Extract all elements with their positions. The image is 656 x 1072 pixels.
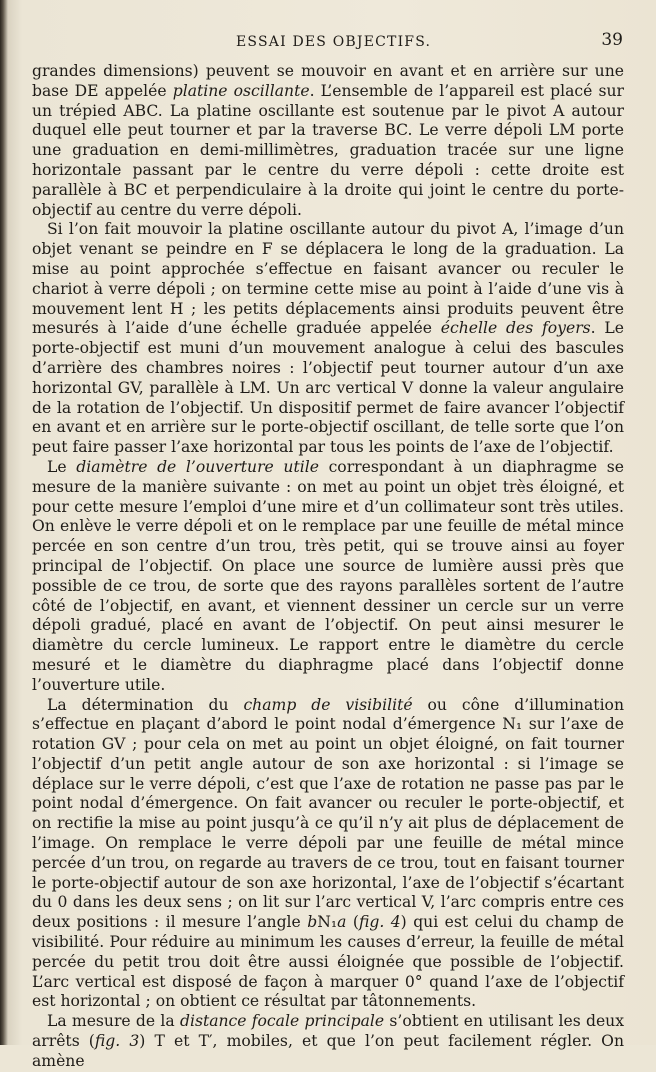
italic-term: distance focale principale — [179, 1012, 385, 1031]
text-run: s’obtient en utilisant les deux arrêts ( — [32, 1012, 625, 1051]
text-run: Si l’on fait mouvoir la platine oscillante autour du pivot A, l’image d’un objet venant se peindre en F se déplacera le long de la graduation. La mise au point approchée s’effectue en faisant avancer ou reculer le chariot à verre dépoli ; on termine cette mise au point à l’aide d’une vis à mouvement lent H ; les petits déplacements ainsi produits peuvent être mesurés à l’aide d’une échelle graduée appelée — [32, 220, 624, 338]
text-run: ) qui est celui du champ de visibilité. Pour réduire au minimum les causes d’erreur, la feuille de métal percée du petit trou doit être aussi éloignée que possible de l’objectif. L’arc vertical est disposé de façon à marquer 0° quand l’axe de l’objectif est horizontal ; on obtient ce résultat par tâtonnements. — [32, 913, 624, 1011]
italic-term: champ de visibilité — [243, 695, 413, 714]
text-run: correspondant à un diaphragme se mesure de la manière suivante : on met au point un objet très éloigné, et pour cette mesure l’emploi d’une mire et d’un collimateur sont très utiles. On enlève le verre dépoli et on le remplace par une feuille de métal mince percée en son centre d’un trou, très petit, qui se trouve ainsi au foyer principal de l’objectif. On place une source de lumière aussi près que possible de ce trou, de sorte que des rayons parallèles sortent de l’autre côté de l’objectif, en avant, et viennent dessiner un cercle sur un verre dépoli gradué, placé en avant de l’objectif. On peut ainsi mesurer le diamètre du cercle lumineux. Le rapport entre le diamètre du cercle mesuré et le diamètre du diaphragme placé dans l’objectif donne l’ouverture utile. — [32, 457, 625, 694]
paragraph-1 — [32, 62, 624, 220]
text-run: La détermination du — [47, 695, 244, 714]
italic-term: fig. 3 — [94, 1032, 140, 1051]
text-run: . L’ensemble de l’appareil est placé sur un trépied ABC. La platine oscillante est soutenue par le pivot A autour duquel elle peut tourner et par la traverse BC. Le verre dépoli LM porte une graduation en demi-millimètres, graduation tracée sur une ligne horizontale passant par le centre du verre dépoli : cette droite est parallèle à BC et perpendiculaire à la droite qui joint le centre du porte-objectif au centre du verre dépoli. — [32, 81, 625, 219]
italic-term: b — [307, 913, 318, 932]
italic-term: fig. 4 — [358, 913, 401, 932]
body-text — [32, 62, 624, 1072]
italic-term: platine oscillante — [172, 81, 310, 100]
text-run: ( — [346, 913, 359, 932]
text-run: Le — [47, 457, 77, 476]
page-number: 39 — [601, 30, 623, 50]
paragraph-5 — [32, 1012, 624, 1071]
text-run: . Le porte-objectif est muni d’un mouvement analogue à celui des bascules d’arrière des chambres noires : l’objectif peut tourner autour d’un axe horizontal GV, parallèle à LM. Un arc vertical V donne la valeur angulaire de la rotation de l’objectif. Un dispositif permet de faire avancer l’objectif en avant et en arrière sur le porte-objectif oscillant, de telle sorte que l’on peut faire passer l’axe horizontal par tous les points de l’axe de l’objectif. — [32, 319, 624, 457]
text-run: ou cône d’illumination s’effectue en plaçant d’abord le point nodal d’émergence N₁ sur l’axe de rotation GV ; pour cela on met au point un objet éloigné, on fait tourner l’objectif d’un petit angle autour de son axe horizontal : si l’image se déplace sur le verre dépoli, c’est que l’axe de rotation ne passe pas par le point nodal d’émergence. On fait avancer ou reculer le porte-objectif, et on rectifie la mise au point jusqu’à ce qu’il n’y ait plus de déplacement de l’image. On remplace le verre dépoli par une feuille de métal mince percée d’un trou, on regarde au travers de ce trou, tout en faisant tourner le porte-objectif autour de son axe horizontal, l’axe de l’objectif s’écartant du 0 dans les deux sens ; on lit sur l’arc vertical V, l’arc compris entre ces deux positions : il mesure l’angle — [32, 695, 624, 932]
text-run: La mesure de la — [47, 1012, 180, 1031]
text-run: N₁ — [317, 913, 338, 932]
italic-term: échelle des foyers — [440, 319, 591, 338]
italic-term: a — [337, 913, 347, 932]
paragraph-4 — [32, 696, 624, 1013]
italic-term: diamètre de l’ouverture utile — [76, 457, 319, 476]
paragraph-2 — [32, 220, 624, 458]
page-header — [0, 30, 656, 54]
text-run: ) T et T′, mobiles, et que l’on peut facilement régler. On amène — [32, 1032, 625, 1070]
paragraph-3 — [32, 458, 624, 696]
text-run: grandes dimensions) peuvent se mouvoir en avant et en arrière sur une base DE appelée — [32, 62, 624, 100]
running-title: ESSAI DES OBJECTIFS. — [236, 34, 432, 50]
